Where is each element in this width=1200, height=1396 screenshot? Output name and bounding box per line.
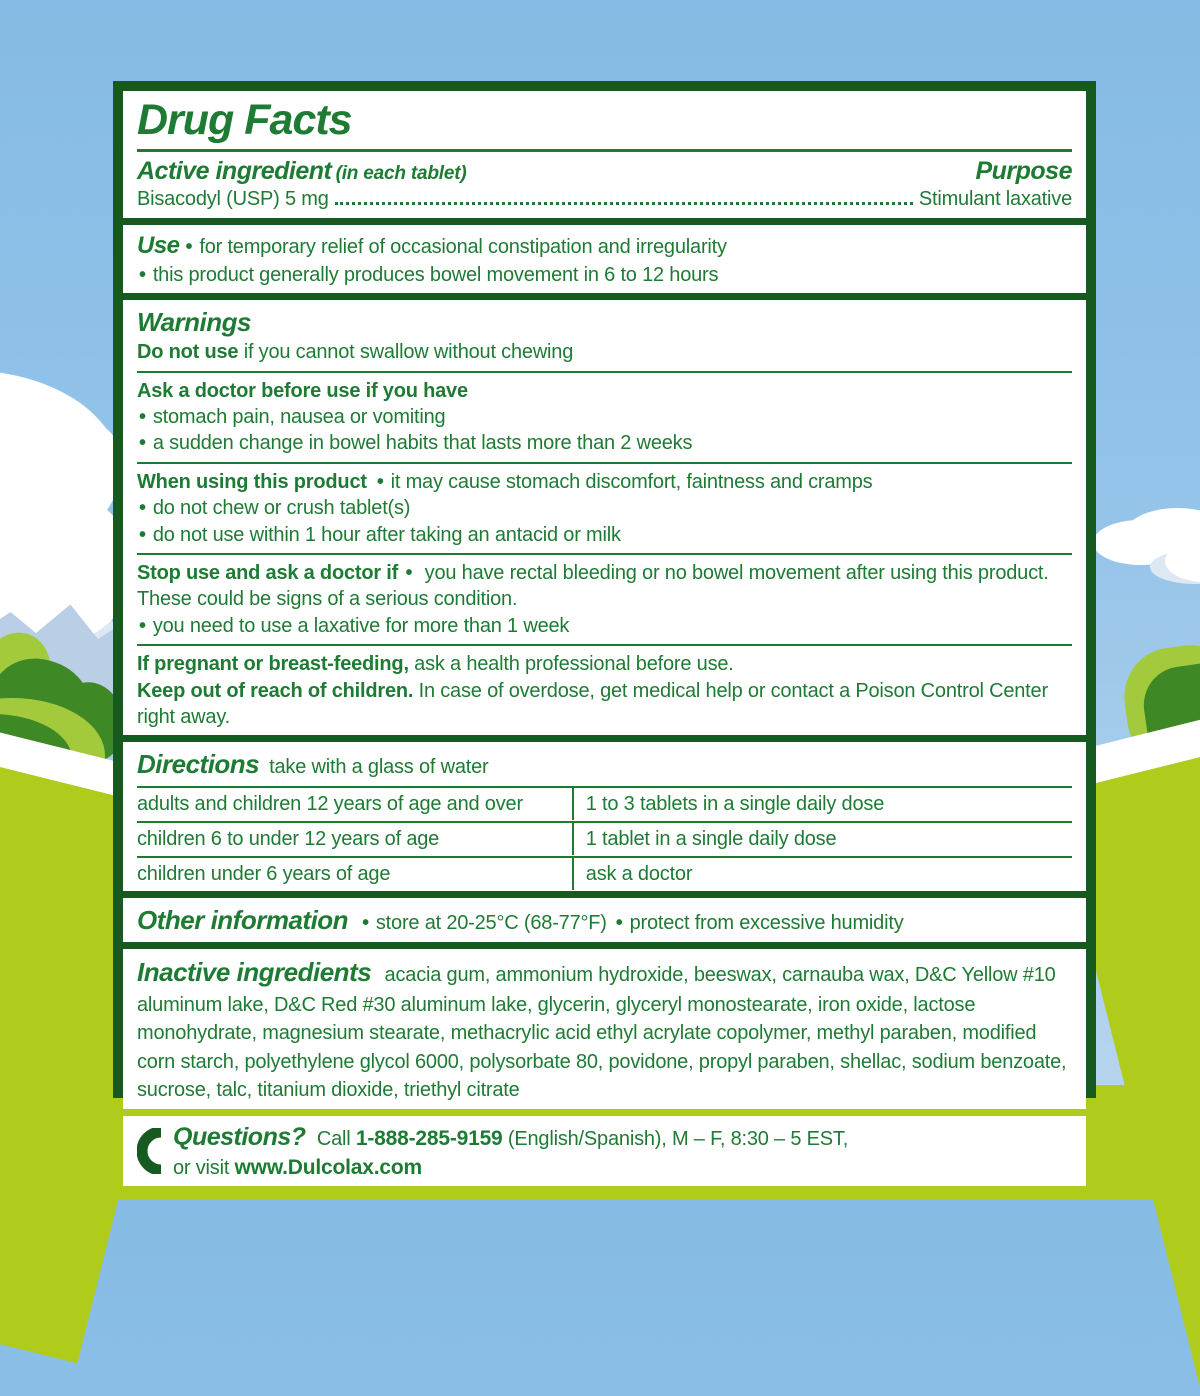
- warning-bullet: • a sudden change in bowel habits that lasts more than 2 weeks: [137, 430, 1072, 456]
- warnings-ask-doctor: Ask a doctor before use if you have • stomach pain, nausea or vomiting • a sudden change in bowel habits that lasts more than 2 weeks: [137, 378, 1072, 457]
- use-bullet: • this product generally produces bowel movement in 6 to 12 hours: [137, 262, 1072, 288]
- active-ingredient-name: Bisacodyl (USP) 5 mg: [137, 188, 329, 211]
- warnings-heading: Warnings: [137, 306, 251, 337]
- directions-note: take with a glass of water: [269, 756, 489, 779]
- active-ingredient-heading: Active ingredient (in each tablet): [137, 157, 467, 186]
- table-row: children under 6 years of age ask a doctor: [137, 856, 1072, 891]
- directions-table: [137, 786, 1072, 891]
- active-ingredient-note: (in each tablet): [335, 163, 467, 185]
- table-row: adults and children 12 years of age and over 1 to 3 tablets in a single daily dose: [137, 788, 1072, 821]
- drug-facts-title: Drug Facts: [137, 96, 352, 144]
- divider: [137, 553, 1072, 555]
- cloud: [10, 415, 120, 495]
- bullet-icon: •: [185, 235, 193, 258]
- section-inactive-ingredients: [123, 949, 1086, 1109]
- section-questions: [123, 1116, 1086, 1186]
- section-warnings: [123, 300, 1086, 735]
- use-heading: Use: [137, 231, 180, 259]
- drug-facts-panel: [113, 81, 1096, 1179]
- warnings-keep-out: Keep out of reach of children. In case of overdose, get medical help or contact a Poison Control Center right away.: [137, 679, 1048, 728]
- inactive-ingredients-heading: Inactive ingredients: [137, 956, 372, 987]
- divider: [137, 149, 1072, 152]
- section-directions: [123, 742, 1086, 890]
- phone-icon: [137, 1128, 163, 1174]
- bullet-icon: •: [376, 470, 384, 493]
- section-header: [123, 91, 1086, 218]
- divider: [137, 644, 1072, 646]
- directions-heading: Directions: [137, 749, 260, 780]
- other-information-heading: Other information: [137, 904, 349, 935]
- questions-visit-prefix: or visit: [173, 1156, 230, 1179]
- purpose-heading: Purpose: [975, 157, 1072, 186]
- bullet-icon: •: [362, 911, 369, 934]
- questions-heading: Questions?: [173, 1123, 306, 1152]
- purpose-value: Stimulant laxative: [918, 188, 1072, 211]
- questions-phone-number: 1-888-285-9159: [355, 1127, 503, 1151]
- warning-bullet: • you need to use a laxative for more than 1 week: [137, 613, 1072, 639]
- bullet-icon: •: [405, 561, 413, 584]
- warning-bullet: • stomach pain, nausea or vomiting: [137, 404, 1072, 430]
- section-use: [123, 225, 1086, 293]
- warnings-when-using: When using this product • it may cause stomach discomfort, faintness and cramps • do not chew or crush tablet(s) • do not use within 1 hour after taking an antacid or milk: [137, 469, 1072, 548]
- warnings-pregnant: If pregnant or breast-feeding, ask a health professional before use.: [137, 653, 734, 676]
- warnings-do-not-use: Do not use if you cannot swallow without chewing: [137, 341, 574, 364]
- divider: [137, 462, 1072, 464]
- warnings-stop-use: Stop use and ask a doctor if • you have rectal bleeding or no bowel movement after using this product. These could be signs of a serious condition. • you need to use a laxative for more than 1 week: [137, 560, 1072, 639]
- use-text: for temporary relief of occasional constipation and irregularity: [199, 235, 727, 258]
- divider: [137, 371, 1072, 373]
- questions-call-prefix: Call: [316, 1128, 351, 1151]
- other-information-item: store at 20-25°C (68-77°F): [375, 911, 607, 934]
- questions-website: www.Dulcolax.com: [234, 1155, 422, 1179]
- other-information-item: protect from excessive humidity: [629, 911, 904, 934]
- warning-bullet: • do not chew or crush tablet(s): [137, 495, 1072, 521]
- section-other-information: [123, 898, 1086, 942]
- dotted-leader: [335, 202, 913, 205]
- bullet-icon: •: [615, 911, 623, 934]
- questions-hours: (English/Spanish), M – F, 8:30 – 5 EST,: [507, 1128, 849, 1151]
- table-row: children 6 to under 12 years of age 1 tablet in a single daily dose: [137, 821, 1072, 856]
- inactive-ingredients-list: acacia gum, ammonium hydroxide, beeswax, carnauba wax, D&C Yellow #10 aluminum lake, D&C Red #30 aluminum lake, glycerin, glyceryl monostearate, iron oxide, lactose monohydrate, magnesium stearate, methacrylic acid ethyl acrylate copolymer, methyl paraben, modified corn starch, polyethylene glycol 6000, polysorbate 80, povidone, propyl paraben, shellac, sodium benzoate, sucrose, talc, titanium dioxide, triethyl citrate: [137, 963, 1067, 1101]
- warning-bullet: • do not use within 1 hour after taking an antacid or milk: [137, 522, 1072, 548]
